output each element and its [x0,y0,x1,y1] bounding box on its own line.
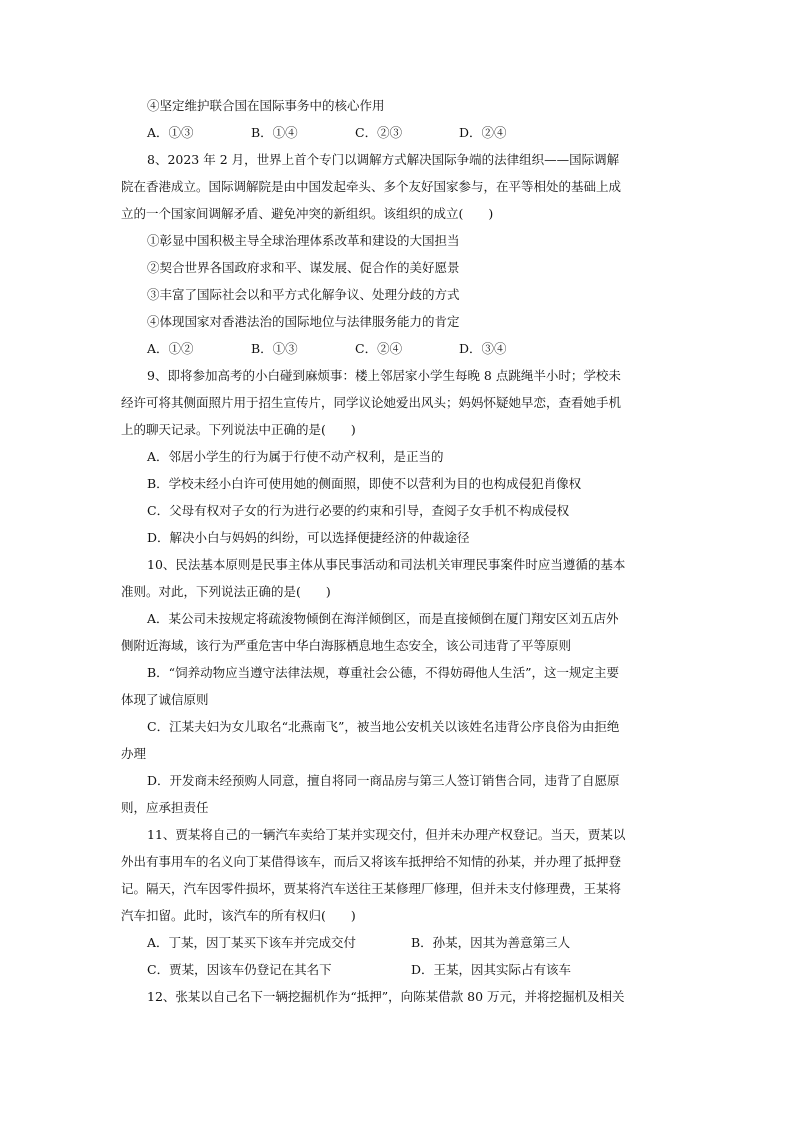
q11-option-d: D．王某，因其实际占有该车 [411,962,572,977]
question-8 [121,146,681,362]
q10-option-a: A．某公司未按规定将疏浚物倾倒在海洋倾倒区，而是直接倾倒在厦门翔安区刘五店外 [147,611,619,626]
q8-stem-line: 院在香港成立。国际调解院是由中国发起牵头、多个友好国家参与，在平等相处的基础上成 [121,179,622,194]
q10-option-b: B．“饲养动物应当遵守法律法规，尊重社会公德，不得妨碍他人生活”，这一规定主要 [147,665,619,680]
q11-stem-line: 记。隔天，汽车因零件损坏，贾某将汽车送往王某修理厂修理，但并未支付修理费，王某将 [121,881,622,896]
exam-page [121,92,681,1010]
q8-stem-line: 立的一个国家间调解矛盾、避免冲突的新组织。该组织的成立( ) [121,206,494,221]
q9-option-a: A．邻居小学生的行为属于行使不动产权利，是正当的 [147,449,444,464]
q10-option-c: C．江某夫妇为女儿取名“北燕南飞”，被当地公安机关以该姓名违背公序良俗为由拒绝 [147,719,620,734]
q8-item-1: ①彰显中国积极主导全球治理体系改革和建设的大国担当 [147,233,460,248]
q10-stem-line: 10、民法基本原则是民事主体从事民事活动和司法机关审理民事案件时应当遵循的基本 [147,557,626,572]
q10-stem-line: 准则。对此，下列说法正确的是( ) [121,584,331,599]
q7-option-d: D．②④ [459,125,507,140]
q11-option-a: A．丁某，因丁某买下该车并完成交付 [147,935,357,950]
q9-option-b: B．学校未经小白许可使用她的侧面照，即使不以营利为目的也构成侵犯肖像权 [147,476,582,491]
question-12 [121,983,681,1010]
q9-option-c: C．父母有权对子女的行为进行必要的约束和引导，查阅子女手机不构成侵权 [147,503,570,518]
q11-stem-line: 11、贾某将自己的一辆汽车卖给丁某并实现交付，但并未办理产权登记。当天，贾某以 [147,827,626,842]
q7-option-c: C．②③ [355,125,403,140]
q8-options [121,335,681,362]
q10-option-a-cont: 侧附近海域，该行为严重危害中华白海豚栖息地生态安全，该公司违背了平等原则 [121,638,572,653]
q11-option-b: B．孙某，因其为善意第三人 [411,935,571,950]
q8-item-2: ②契合世界各国政府求和平、谋发展、促合作的美好愿景 [147,260,460,275]
q8-stem-line: 8、2023 年 2 月，世界上首个专门以调解方式解决国际争端的法律组织——国际调解 [147,152,620,167]
q7-option-a: A．①③ [147,125,194,140]
q10-option-c-cont: 办理 [121,746,147,761]
q9-stem-line: 上的聊天记录。下列说法中正确的是( ) [121,422,356,437]
q8-option-c: C．②④ [355,341,403,356]
q7-options [121,119,681,146]
q9-stem-line: 经许可将其侧面照片用于招生宣传片，同学议论她爱出风头；妈妈怀疑她早恋，查看她手机 [121,395,622,410]
q10-option-d-cont: 则，应承担责任 [121,800,209,815]
q10-option-b-cont: 体现了诚信原则 [121,692,209,707]
q11-options-row-2 [121,956,681,983]
q8-option-d: D．③④ [459,341,507,356]
q8-option-a: A．①② [147,341,194,356]
q11-stem-line: 外出有事用车的名义向丁某借得该车，而后又将该车抵押给不知情的孙某，并办理了抵押登 [121,854,622,869]
q12-stem-line: 12、张某以自己名下一辆挖掘机作为“抵押”，向陈某借款 80 万元，并将挖掘机及相关 [147,989,625,1004]
q7-item-4: ④坚定维护联合国在国际事务中的核心作用 [147,98,385,113]
q8-option-b: B．①③ [251,341,298,356]
q11-stem-line: 汽车扣留。此时，该汽车的所有权归( ) [121,908,356,923]
q9-stem-line: 9、即将参加高考的小白碰到麻烦事：楼上邻居家小学生每晚 8 点跳绳半小时；学校未 [147,368,621,383]
q10-option-d: D．开发商未经预购人同意，擅自将同一商品房与第三人签订销售合同，违背了自愿原 [147,773,620,788]
q11-option-c: C．贾某，因该车仍登记在其名下 [147,962,332,977]
q7-option-b: B．①④ [251,125,298,140]
q9-option-d: D．解决小白与妈妈的纠纷，可以选择便捷经济的仲裁途径 [147,530,470,545]
question-10 [121,551,681,821]
q8-item-4: ④体现国家对香港法治的国际地位与法律服务能力的肯定 [147,314,460,329]
q11-options-row-1 [121,929,681,956]
question-11 [121,821,681,983]
question-9 [121,362,681,551]
q8-item-3: ③丰富了国际社会以和平方式化解争议、处理分歧的方式 [147,287,460,302]
